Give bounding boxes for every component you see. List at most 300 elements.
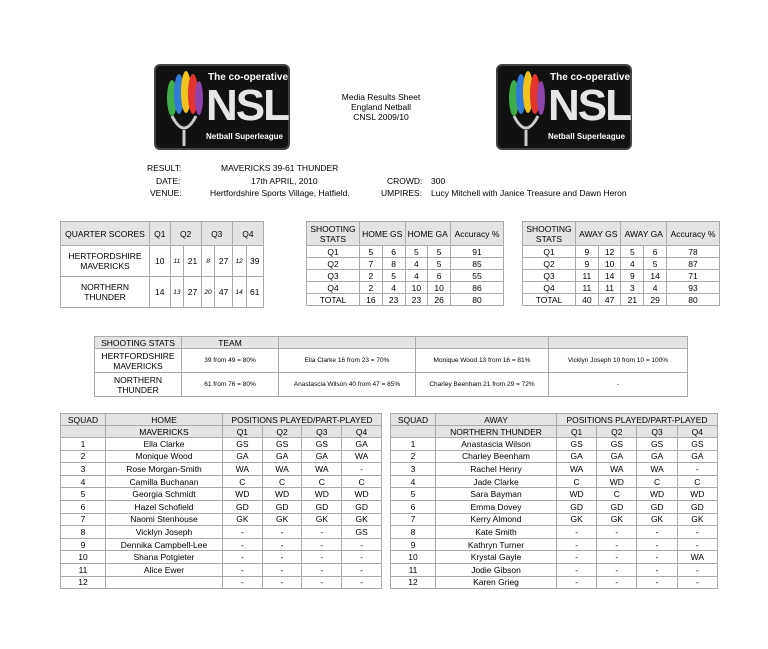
table-cell: 10	[391, 551, 436, 564]
table-row	[61, 450, 382, 463]
shooting-stats-header: SHOOTING STATS	[95, 337, 182, 349]
table-cell: 10	[61, 551, 106, 564]
table-cell: 3	[621, 282, 644, 294]
table-cell: Camilla Buchanan	[106, 475, 223, 488]
table-cell: 9	[621, 270, 644, 282]
logo-sub-text: Netball Superleague	[206, 132, 283, 141]
table-cell: GD	[677, 500, 717, 513]
q2-score: 11	[170, 246, 184, 277]
table-cell: GD	[223, 500, 263, 513]
table-cell: -	[557, 551, 597, 564]
table-row	[391, 500, 718, 513]
table-cell: -	[342, 563, 382, 576]
table-cell: 9	[576, 258, 599, 270]
team-shooting-table	[94, 336, 688, 397]
table-cell: 3	[61, 463, 106, 476]
q4-header: Q4	[677, 426, 717, 438]
table-cell: 5	[621, 246, 644, 258]
table-row	[61, 246, 264, 277]
quarter-scores-table	[60, 221, 264, 308]
table-row	[307, 270, 504, 282]
table-cell: 5	[428, 258, 451, 270]
table-cell: -	[302, 551, 342, 564]
home-gs-header: HOME GS	[360, 222, 406, 246]
q4-header: Q4	[232, 222, 263, 246]
table-cell: GA	[597, 450, 637, 463]
table-cell: 4	[405, 270, 428, 282]
table-cell: 2	[61, 450, 106, 463]
table-cell: 80	[667, 294, 720, 306]
positions-header: POSITIONS PLAYED/PART-PLAYED	[557, 414, 718, 426]
logo-nsl-text: NSL	[548, 81, 630, 130]
table-cell: Ella Clarke	[106, 438, 223, 451]
table-cell: 85	[451, 258, 504, 270]
table-cell: 9	[576, 246, 599, 258]
table-cell: WA	[262, 463, 302, 476]
table-cell: 6	[61, 500, 106, 513]
table-row	[61, 526, 382, 539]
table-cell: WD	[597, 475, 637, 488]
table-cell: -	[223, 538, 263, 551]
table-cell	[106, 576, 223, 589]
table-cell: Anastascia Wilson	[436, 438, 557, 451]
table-cell: TOTAL	[523, 294, 576, 306]
table-row	[391, 576, 718, 589]
away-shooting-table	[522, 221, 720, 306]
table-row	[523, 246, 720, 258]
table-cell: Krystal Gayle	[436, 551, 557, 564]
table-cell: GD	[637, 500, 677, 513]
table-cell: 4	[382, 282, 405, 294]
shooter-stat: Charley Beenham 21 from 29 = 72%	[416, 373, 549, 397]
table-cell: 47	[598, 294, 621, 306]
table-cell: 16	[360, 294, 383, 306]
table-cell: 29	[644, 294, 667, 306]
table-cell: GA	[677, 450, 717, 463]
table-cell: Kathryn Turner	[436, 538, 557, 551]
table-cell: GA	[262, 450, 302, 463]
table-cell: GD	[342, 500, 382, 513]
table-cell: -	[223, 576, 263, 589]
away-squad-body	[391, 438, 718, 589]
table-row	[61, 488, 382, 501]
table-cell: Dennika Campbell-Lee	[106, 538, 223, 551]
table-cell: Q4	[523, 282, 576, 294]
q3-header: Q3	[302, 426, 342, 438]
result-value: MAVERICKS 39-61 THUNDER	[221, 163, 339, 173]
table-cell: WD	[637, 488, 677, 501]
table-cell: 8	[391, 526, 436, 539]
shooter-stat: Ella Clarke 16 from 23 = 70%	[279, 349, 416, 373]
shooter-stat: Monique Wood 13 from 16 = 81%	[416, 349, 549, 373]
table-cell: Q2	[523, 258, 576, 270]
cumulative-score: 47	[215, 277, 232, 308]
team-total: 61 from 76 = 80%	[182, 373, 279, 397]
table-cell: 71	[667, 270, 720, 282]
q1-score: 10	[150, 246, 171, 277]
table-cell: 9	[61, 538, 106, 551]
table-cell: -	[342, 538, 382, 551]
table-row	[61, 551, 382, 564]
table-row	[307, 282, 504, 294]
table-cell: -	[677, 576, 717, 589]
team-name: HERTFORDSHIRE MAVERICKS	[61, 246, 150, 277]
table-cell: -	[302, 526, 342, 539]
team-name: HERTFORDSHIRE MAVERICKS	[95, 349, 182, 373]
table-cell: -	[223, 551, 263, 564]
table-cell: 4	[391, 475, 436, 488]
table-cell: 10	[598, 258, 621, 270]
home-ga-header: HOME GA	[405, 222, 451, 246]
table-cell: C	[637, 475, 677, 488]
table-cell: -	[637, 551, 677, 564]
table-cell: 14	[644, 270, 667, 282]
away-ga-header: AWAY GA	[621, 222, 667, 246]
table-cell: 55	[451, 270, 504, 282]
table-cell: Jade Clarke	[436, 475, 557, 488]
table-cell: -	[597, 538, 637, 551]
table-cell: 11	[576, 282, 599, 294]
table-cell: -	[302, 576, 342, 589]
table-cell: Q3	[307, 270, 360, 282]
home-squad-table	[60, 413, 382, 589]
table-cell: -	[557, 526, 597, 539]
q3-score: 20	[201, 277, 215, 308]
table-cell: -	[677, 526, 717, 539]
table-cell: WA	[637, 463, 677, 476]
table-row	[61, 563, 382, 576]
table-cell: 5	[428, 246, 451, 258]
table-cell: 6	[644, 246, 667, 258]
table-cell: GK	[637, 513, 677, 526]
home-shooting-body	[307, 246, 504, 306]
table-cell: -	[637, 538, 677, 551]
table-row	[523, 270, 720, 282]
header-line-1: Media Results Sheet	[341, 92, 421, 102]
table-cell: 5	[360, 246, 383, 258]
cumulative-score: 27	[184, 277, 201, 308]
q1-header: Q1	[557, 426, 597, 438]
table-cell: WA	[557, 463, 597, 476]
table-cell: WD	[302, 488, 342, 501]
table-cell: GS	[597, 438, 637, 451]
table-cell: 5	[391, 488, 436, 501]
table-cell: 12	[61, 576, 106, 589]
table-cell: Georgia Schmidt	[106, 488, 223, 501]
table-cell: -	[342, 551, 382, 564]
table-cell: 4	[61, 475, 106, 488]
table-cell: 11	[598, 282, 621, 294]
sheet-header	[318, 92, 444, 122]
table-cell: Charley Beenham	[436, 450, 557, 463]
crowd-value: 300	[431, 176, 446, 186]
q3-score: 8	[201, 246, 215, 277]
table-cell: 5	[382, 270, 405, 282]
table-cell: Emma Dovey	[436, 500, 557, 513]
table-cell: Vicklyn Joseph	[106, 526, 223, 539]
table-cell: -	[597, 576, 637, 589]
table-cell: Sara Bayman	[436, 488, 557, 501]
q4-score: 12	[232, 246, 246, 277]
table-cell: 4	[405, 258, 428, 270]
table-cell: GA	[637, 450, 677, 463]
table-cell: 11	[576, 270, 599, 282]
table-row	[391, 563, 718, 576]
table-row	[523, 282, 720, 294]
table-row	[523, 294, 720, 306]
table-cell: GA	[223, 450, 263, 463]
table-cell: 1	[391, 438, 436, 451]
q1-header: Q1	[223, 426, 263, 438]
table-cell: -	[677, 463, 717, 476]
netball-flame-icon	[162, 70, 206, 148]
team-header: TEAM	[182, 337, 279, 349]
table-cell: WD	[223, 488, 263, 501]
nsl-logo-left	[154, 64, 290, 150]
table-cell: GK	[597, 513, 637, 526]
table-cell: 5	[644, 258, 667, 270]
table-cell: 7	[391, 513, 436, 526]
table-row	[61, 277, 264, 308]
table-cell: 80	[451, 294, 504, 306]
table-cell: 5	[405, 246, 428, 258]
table-row	[391, 551, 718, 564]
table-row	[307, 258, 504, 270]
table-cell: 7	[61, 513, 106, 526]
table-cell: Q1	[523, 246, 576, 258]
netball-flame-icon	[504, 70, 548, 148]
table-row	[61, 513, 382, 526]
final-score: 39	[246, 246, 264, 277]
table-cell: 2	[391, 450, 436, 463]
table-row	[307, 246, 504, 258]
table-cell: 4	[621, 258, 644, 270]
q2-header: Q2	[170, 222, 201, 246]
squad-header: SQUAD	[391, 414, 436, 426]
shooting-stats-header: SHOOTING STATS	[523, 222, 576, 246]
table-cell: 5	[61, 488, 106, 501]
table-row	[61, 538, 382, 551]
table-cell: 6	[391, 500, 436, 513]
table-row	[61, 463, 382, 476]
table-cell: GS	[223, 438, 263, 451]
away-shooting-body	[523, 246, 720, 306]
cumulative-score: 21	[184, 246, 201, 277]
table-cell: Rachel Henry	[436, 463, 557, 476]
table-cell: GK	[302, 513, 342, 526]
table-cell: -	[262, 526, 302, 539]
table-cell: -	[557, 563, 597, 576]
date-label: DATE:	[156, 176, 181, 186]
q2-header: Q2	[262, 426, 302, 438]
table-cell: 93	[667, 282, 720, 294]
table-cell: 26	[428, 294, 451, 306]
table-row	[95, 349, 688, 373]
quarter-scores-title: QUARTER SCORES	[61, 222, 150, 246]
header-line-2: England Netball	[350, 102, 411, 112]
table-cell: 87	[667, 258, 720, 270]
table-cell: -	[557, 576, 597, 589]
table-cell: 40	[576, 294, 599, 306]
table-cell: C	[557, 475, 597, 488]
table-cell: WD	[262, 488, 302, 501]
table-cell: C	[302, 475, 342, 488]
table-cell: 7	[360, 258, 383, 270]
table-cell: Hazel Schofield	[106, 500, 223, 513]
table-cell: GS	[342, 526, 382, 539]
q1-header: Q1	[150, 222, 171, 246]
squad-header: SQUAD	[61, 414, 106, 426]
table-cell: -	[597, 563, 637, 576]
table-cell: -	[557, 538, 597, 551]
table-cell: WD	[557, 488, 597, 501]
table-row	[391, 513, 718, 526]
table-cell: Monique Wood	[106, 450, 223, 463]
accuracy-header: Accuracy %	[667, 222, 720, 246]
logo-coop-text: The co-operative	[208, 72, 289, 83]
table-cell: -	[677, 563, 717, 576]
q3-header: Q3	[637, 426, 677, 438]
table-row	[95, 373, 688, 397]
team-name: NORTHERN THUNDER	[61, 277, 150, 308]
table-cell: GS	[677, 438, 717, 451]
table-cell: WA	[342, 450, 382, 463]
table-cell: Shana Potgieter	[106, 551, 223, 564]
table-row	[61, 576, 382, 589]
team-name: MAVERICKS	[106, 426, 223, 438]
shooter-stat: Anastascia Wilson 40 from 47 = 85%	[279, 373, 416, 397]
cumulative-score: 27	[215, 246, 232, 277]
q4-header: Q4	[342, 426, 382, 438]
team-name: NORTHERN THUNDER	[436, 426, 557, 438]
table-cell: GD	[302, 500, 342, 513]
table-row	[391, 475, 718, 488]
table-cell: Q4	[307, 282, 360, 294]
table-row	[391, 450, 718, 463]
shooter-stat: -	[549, 373, 688, 397]
table-cell: C	[677, 475, 717, 488]
result-label: RESULT:	[147, 163, 182, 173]
table-cell: 6	[428, 270, 451, 282]
table-cell: Jodie Gibson	[436, 563, 557, 576]
table-cell: WA	[223, 463, 263, 476]
table-cell: 6	[382, 246, 405, 258]
table-row	[391, 463, 718, 476]
accuracy-header: Accuracy %	[451, 222, 504, 246]
table-cell: GA	[557, 450, 597, 463]
table-cell: C	[342, 475, 382, 488]
table-cell: 23	[405, 294, 428, 306]
table-cell: 9	[391, 538, 436, 551]
table-cell: -	[637, 526, 677, 539]
table-row	[391, 438, 718, 451]
q2-header: Q2	[597, 426, 637, 438]
crowd-label: CROWD:	[387, 176, 423, 186]
table-cell: -	[302, 563, 342, 576]
table-cell: GS	[302, 438, 342, 451]
table-cell: 2	[360, 282, 383, 294]
table-cell: GD	[557, 500, 597, 513]
table-cell: Rose Morgan-Smith	[106, 463, 223, 476]
home-header: HOME	[106, 414, 223, 426]
table-cell: WD	[342, 488, 382, 501]
table-cell: 3	[391, 463, 436, 476]
header-line-3: CNSL 2009/10	[353, 112, 409, 122]
table-cell: GK	[223, 513, 263, 526]
q2-score: 13	[170, 277, 184, 308]
table-cell: GK	[557, 513, 597, 526]
table-row	[61, 500, 382, 513]
table-cell: -	[262, 551, 302, 564]
team-total: 39 from 49 = 80%	[182, 349, 279, 373]
umpires-value: Lucy Mitchell with Janice Treasure and Dawn Heron	[431, 188, 627, 198]
table-cell: GD	[262, 500, 302, 513]
table-cell: GK	[342, 513, 382, 526]
table-cell: TOTAL	[307, 294, 360, 306]
table-cell: Alice Ewer	[106, 563, 223, 576]
table-cell: Kerry Almond	[436, 513, 557, 526]
table-cell: GS	[262, 438, 302, 451]
table-cell: 23	[382, 294, 405, 306]
table-cell: Kate Smith	[436, 526, 557, 539]
table-cell: Q1	[307, 246, 360, 258]
table-row	[307, 294, 504, 306]
table-row	[523, 258, 720, 270]
positions-header: POSITIONS PLAYED/PART-PLAYED	[223, 414, 382, 426]
table-cell: Naomi Stenhouse	[106, 513, 223, 526]
logo-coop-text: The co-operative	[550, 72, 631, 83]
table-cell: GK	[262, 513, 302, 526]
table-cell: -	[223, 526, 263, 539]
table-cell: 11	[391, 563, 436, 576]
table-row	[391, 526, 718, 539]
table-cell: GK	[677, 513, 717, 526]
table-cell: -	[597, 526, 637, 539]
final-score: 61	[246, 277, 264, 308]
table-cell: -	[637, 576, 677, 589]
q4-score: 14	[232, 277, 246, 308]
table-cell: 10	[405, 282, 428, 294]
table-cell: WD	[677, 488, 717, 501]
table-cell: -	[262, 576, 302, 589]
venue-value: Hertfordshire Sports Village, Hatfield.	[210, 188, 350, 198]
table-cell: GS	[557, 438, 597, 451]
table-cell: GA	[342, 438, 382, 451]
table-cell: -	[262, 563, 302, 576]
table-cell: 4	[644, 282, 667, 294]
table-cell: C	[262, 475, 302, 488]
table-cell: 11	[61, 563, 106, 576]
table-cell: GD	[597, 500, 637, 513]
table-cell: 12	[391, 576, 436, 589]
table-cell: 2	[360, 270, 383, 282]
table-cell: C	[597, 488, 637, 501]
table-cell: C	[223, 475, 263, 488]
shooting-stats-header: SHOOTING STATS	[307, 222, 360, 246]
table-cell: 14	[598, 270, 621, 282]
table-cell: WA	[597, 463, 637, 476]
away-header: AWAY	[436, 414, 557, 426]
table-row	[61, 475, 382, 488]
table-cell: Q2	[307, 258, 360, 270]
table-row	[391, 488, 718, 501]
table-cell: -	[302, 538, 342, 551]
logo-nsl-text: NSL	[206, 81, 288, 130]
table-cell: 8	[61, 526, 106, 539]
away-squad-table	[390, 413, 718, 589]
table-cell: GS	[637, 438, 677, 451]
table-cell: 10	[428, 282, 451, 294]
